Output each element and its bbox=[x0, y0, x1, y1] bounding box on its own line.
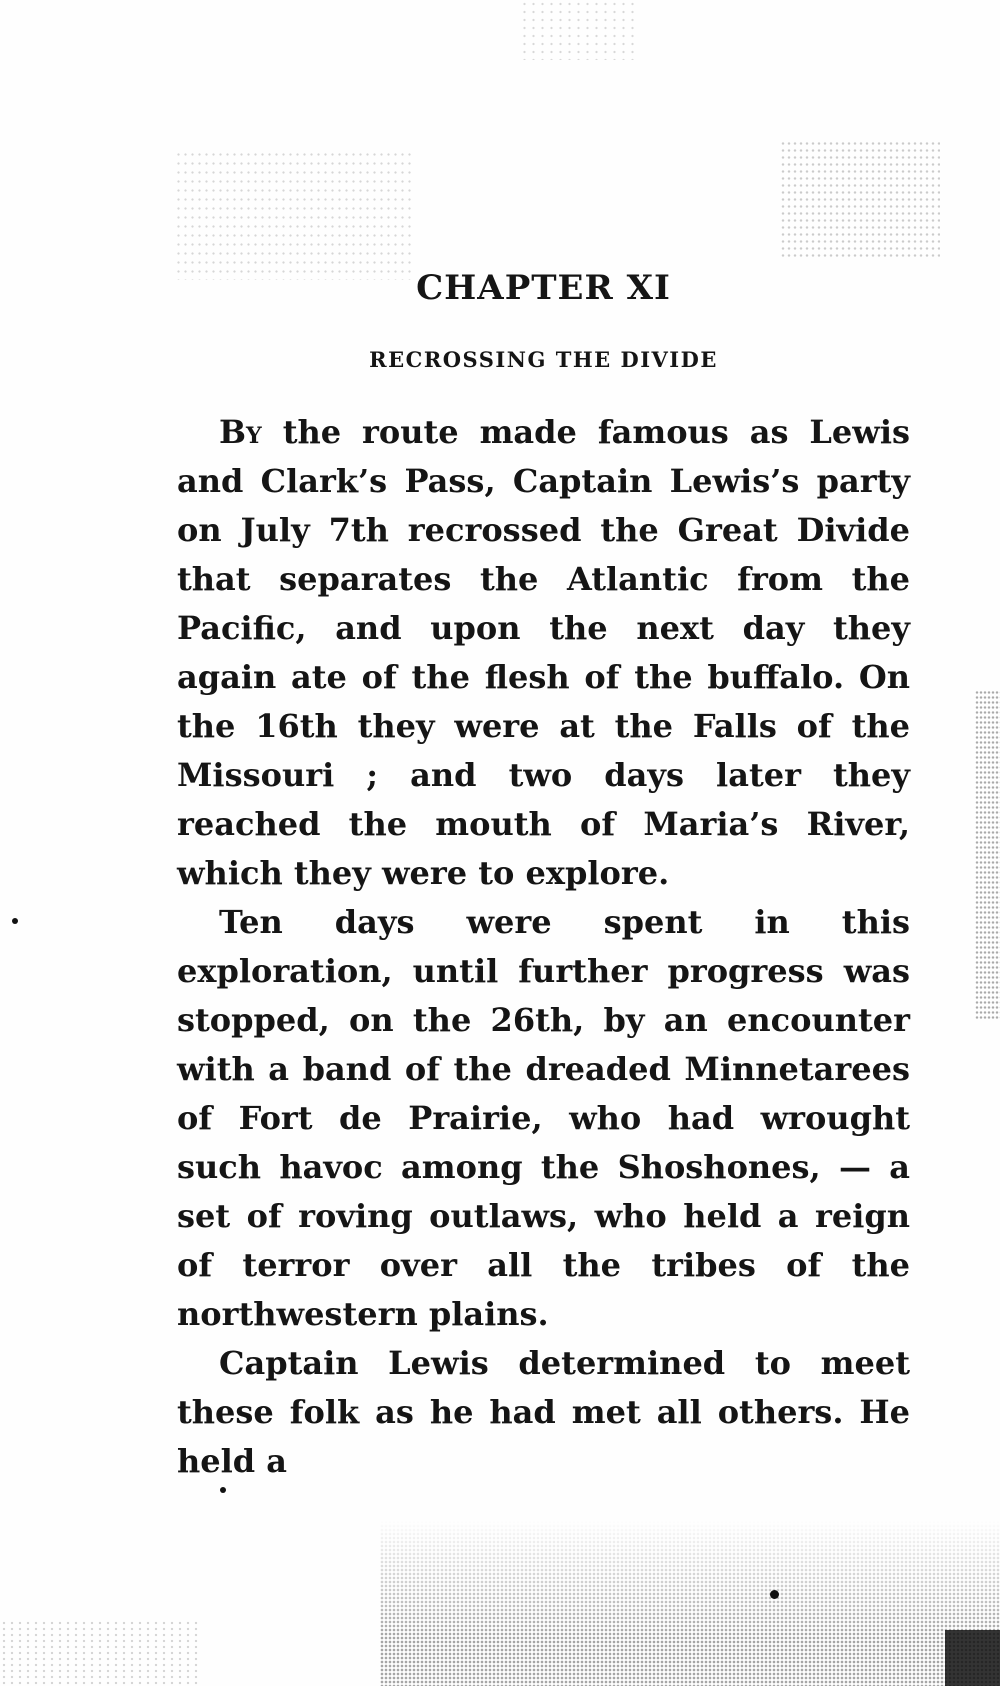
paragraph-1 bbox=[177, 408, 910, 898]
chapter-body bbox=[177, 408, 910, 1486]
scan-noise-bottom-left bbox=[0, 1620, 200, 1686]
paragraph-lead-word: By bbox=[219, 413, 262, 451]
scan-noise-top-right bbox=[780, 140, 940, 260]
page-text bbox=[177, 258, 910, 1486]
ink-spot bbox=[12, 918, 18, 924]
chapter-title: CHAPTER XI bbox=[416, 268, 671, 308]
paragraph-3: Captain Lewis determined to meet these folk as he had met all others. He held a bbox=[177, 1344, 910, 1480]
paragraph-2: Ten days were spent in this exploration, until further progress was stopped, on the 26th, by an encounter with a band of the dreaded Minnetarees of Fort de Prairie, who had wrought such havoc among the Shoshones, — a set of roving outlaws, who held a reign of terror over all the tribes of the northwestern plains. bbox=[177, 903, 910, 1333]
scan-noise-right-edge bbox=[975, 690, 1000, 1020]
paragraph-1-text: the route made famous as Lewis and Clark’s Pass, Captain Lewis’s party on July 7th recrossed the Great Divide that separates the Atlantic from the Pacific, and upon the next day they again ate of the flesh of the buffalo. On the 16th they were at the Falls of the Missouri ; and two days later they reached the mouth of Maria’s River, which they were to explore. bbox=[177, 413, 910, 892]
chapter-subtitle: RECROSSING THE DIVIDE bbox=[369, 347, 718, 372]
ink-spot bbox=[220, 1487, 226, 1493]
scan-shadow-corner bbox=[945, 1630, 1000, 1686]
scan-noise-bottom bbox=[380, 1520, 1000, 1686]
scan-noise-top-center bbox=[520, 0, 640, 60]
ink-spot bbox=[770, 1590, 779, 1599]
